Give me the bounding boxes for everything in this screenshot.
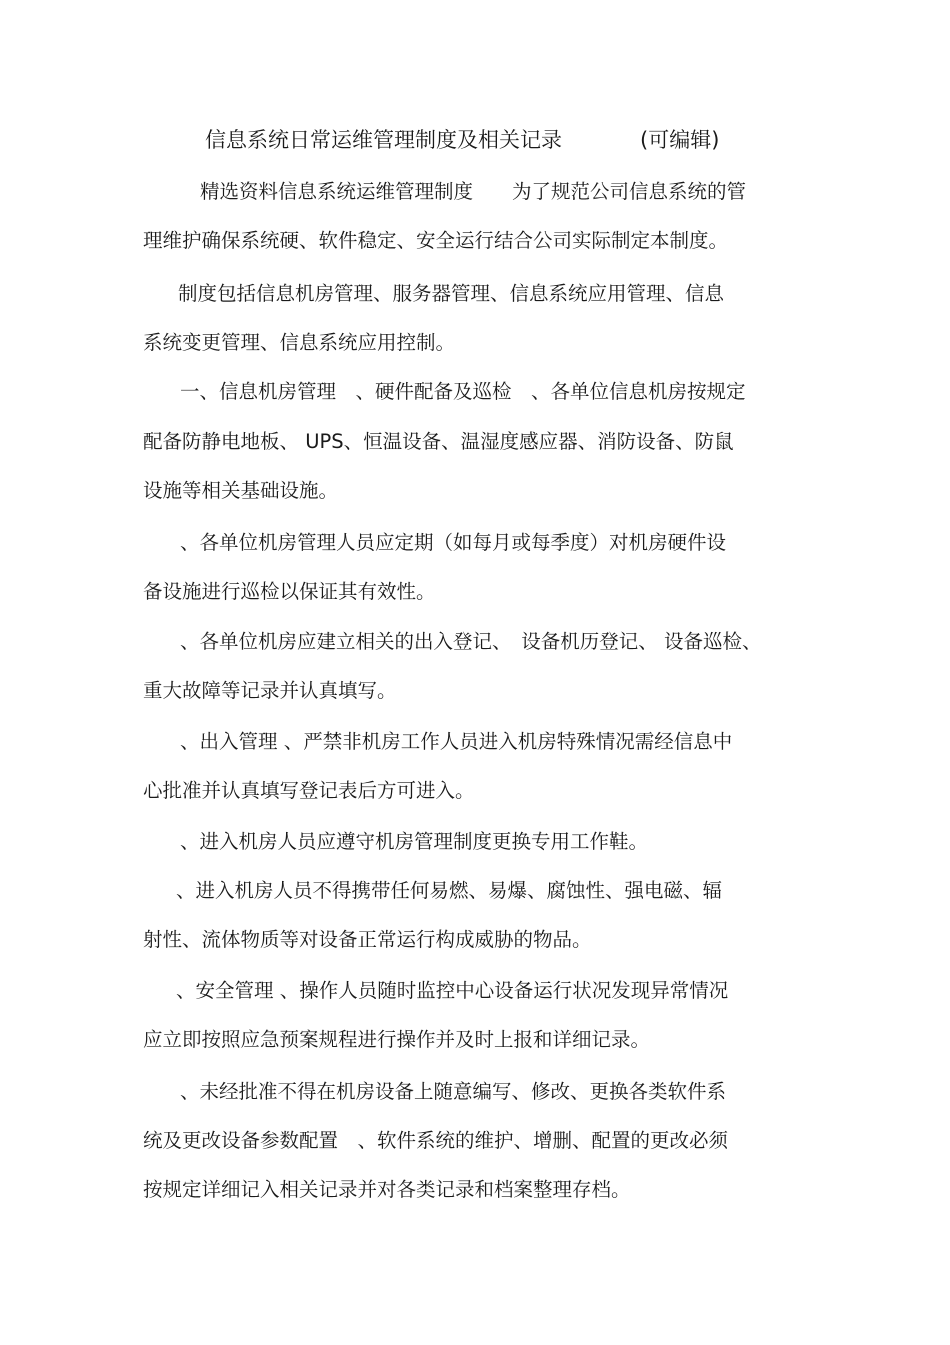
body-line: 、出入管理 、严禁非机房工作人员进入机房特殊情况需经信息中 xyxy=(180,730,733,753)
body-line: 系统变更管理、信息系统应用控制。 xyxy=(143,331,456,354)
body-line: 心批准并认真填写登记表后方可进入。 xyxy=(143,779,475,802)
body-line: 理维护确保系统硬、软件稳定、安全运行结合公司实际制定本制度。 xyxy=(143,229,729,252)
title-row xyxy=(0,124,950,158)
body-line: 、进入机房人员应遵守机房管理制度更换专用工作鞋。 xyxy=(180,830,649,853)
body-line: 统及更改设备参数配置 、软件系统的维护、增删、配置的更改必须 xyxy=(143,1129,729,1152)
body-line: 制度包括信息机房管理、服务器管理、信息系统应用管理、信息 xyxy=(178,282,725,305)
body-line: 配备防静电地板、 UPS、恒温设备、温湿度感应器、消防设备、防鼠 xyxy=(143,430,734,453)
body-line: 、各单位机房应建立相关的出入登记、 设备机历登记、 设备巡检、 xyxy=(180,630,762,653)
title-suffix: (可编辑) xyxy=(640,128,720,152)
body-line: 按规定详细记入相关记录并对各类记录和档案整理存档。 xyxy=(143,1178,631,1201)
body-line: 备设施进行巡检以保证其有效性。 xyxy=(143,580,436,603)
body-line: 重大故障等记录并认真填写。 xyxy=(143,679,397,702)
body-line: 应立即按照应急预案规程进行操作并及时上报和详细记录。 xyxy=(143,1028,651,1051)
body-line: 、安全管理 、操作人员随时监控中心设备运行状况发现异常情况 xyxy=(176,979,729,1002)
body-line: 设施等相关基础设施。 xyxy=(143,479,339,502)
document-title: 信息系统日常运维管理制度及相关记录 xyxy=(205,128,562,152)
body-line: 、进入机房人员不得携带任何易燃、易爆、腐蚀性、强电磁、辐 xyxy=(176,879,723,902)
body-line: 一、信息机房管理 、硬件配备及巡检 、各单位信息机房按规定 xyxy=(180,380,746,403)
body-line: 精选资料信息系统运维管理制度 为了规范公司信息系统的管 xyxy=(200,180,747,203)
body-line: 、各单位机房管理人员应定期（如每月或每季度）对机房硬件设 xyxy=(180,531,727,554)
body-line: 、未经批准不得在机房设备上随意编写、修改、更换各类软件系 xyxy=(180,1080,727,1103)
body-line: 射性、流体物质等对设备正常运行构成威胁的物品。 xyxy=(143,928,592,951)
